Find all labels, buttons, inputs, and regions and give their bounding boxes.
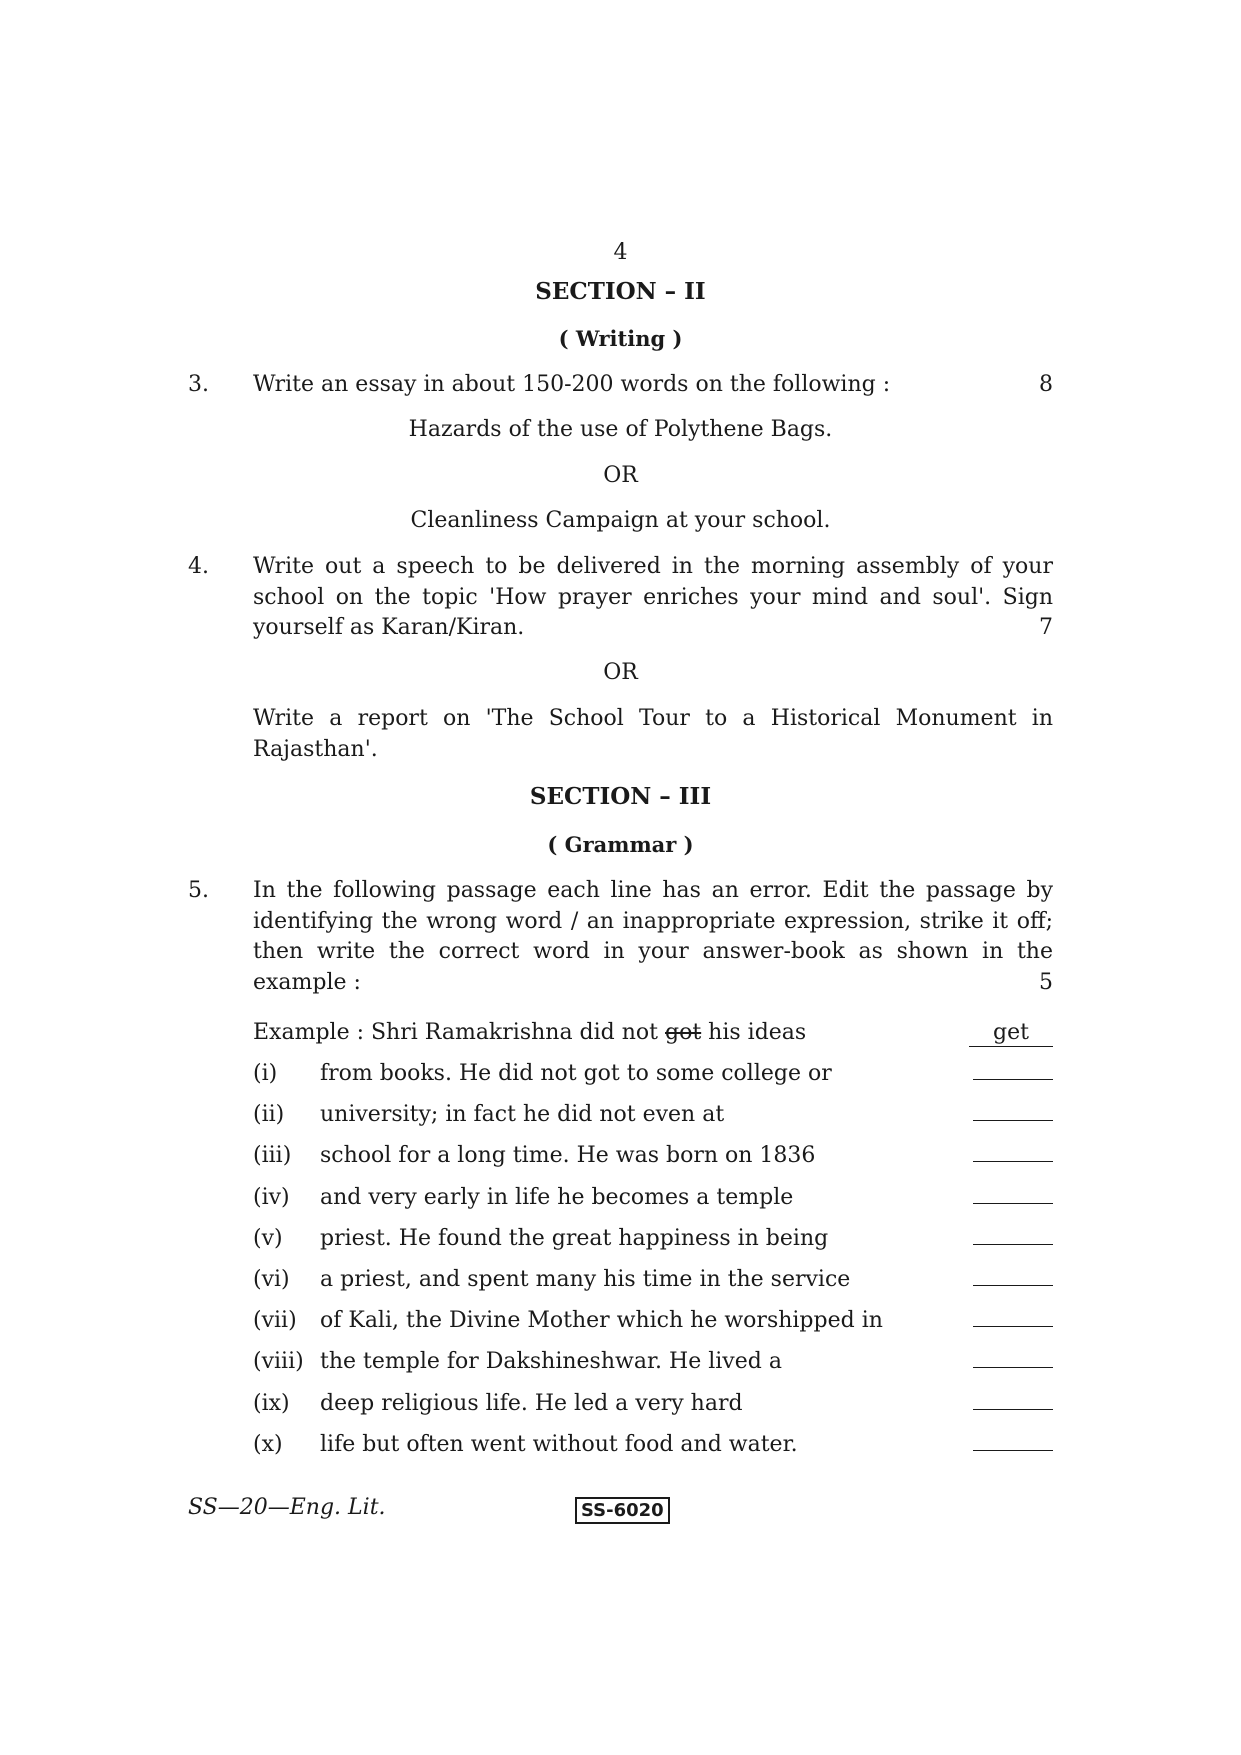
section-3-subtitle: ( Grammar ) (547, 832, 694, 857)
question-5-marks: 5 (1039, 969, 1053, 995)
answer-blank (973, 1203, 1053, 1204)
question-5-line-3: then write the correct word in your answer-book as shown in the (253, 939, 1053, 964)
answer-blank (973, 1244, 1053, 1245)
question-4-line-3-row (253, 613, 1053, 644)
passage-row-text: deep religious life. He led a very hard (320, 1391, 743, 1416)
passage-row (253, 1183, 1053, 1213)
example-struck-word: got (665, 1020, 702, 1045)
passage-row (253, 1265, 1053, 1295)
passage-row-text: from books. He did not got to some college or (320, 1061, 832, 1086)
question-5-line-2: identifying the wrong word / an inappropriate expression, strike it off; (253, 908, 1053, 934)
question-5-line-1: In the following passage each line has an error. Edit the passage by (253, 878, 1053, 903)
passage-row-label: (vii) (253, 1308, 297, 1333)
question-3-text (253, 370, 1053, 401)
question-5-text (253, 876, 1053, 998)
question-3-number: 3. (188, 372, 209, 397)
question-3-topic-2: Cleanliness Campaign at your school. (410, 508, 831, 533)
footer-series-code: SS-6020 (575, 1497, 670, 1524)
question-4-text (253, 552, 1053, 644)
question-5-line-4-row (253, 968, 1053, 999)
answer-blank (973, 1285, 1053, 1286)
answer-blank (973, 1120, 1053, 1121)
answer-blank (973, 1409, 1053, 1410)
passage-row (253, 1059, 1053, 1089)
page-number: 4 (613, 240, 628, 265)
passage-row (253, 1306, 1053, 1336)
passage-row-label: (viii) (253, 1349, 304, 1374)
passage-row (253, 1100, 1053, 1130)
passage-row-text: of Kali, the Divine Mother which he worshipped in (320, 1308, 883, 1333)
passage-row-text: a priest, and spent many his time in the service (320, 1267, 851, 1292)
answer-blank (973, 1367, 1053, 1368)
passage-row (253, 1347, 1053, 1377)
footer-paper-code: SS—20—Eng. Lit. (188, 1495, 386, 1520)
passage-row (253, 1430, 1053, 1460)
passage-row-text: the temple for Dakshineshwar. He lived a (320, 1349, 782, 1374)
question-4-marks: 7 (1039, 615, 1053, 640)
question-4-number: 4. (188, 554, 209, 579)
example-prefix: Example : Shri Ramakrishna did not (253, 1020, 665, 1045)
question-4-line-3: yourself as Karan/Kiran. (253, 615, 525, 640)
passage-row-label: (x) (253, 1432, 283, 1457)
question-4-alt-text (253, 704, 1053, 765)
section-3-title: SECTION – III (529, 783, 712, 810)
passage-row-text: school for a long time. He was born on 1836 (320, 1143, 816, 1168)
answer-blank (973, 1161, 1053, 1162)
example-answer: get (969, 1018, 1053, 1047)
passage-row-label: (v) (253, 1226, 283, 1251)
passage-row (253, 1141, 1053, 1171)
passage-row-text: priest. He found the great happiness in being (320, 1226, 829, 1251)
question-3-or: OR (603, 463, 638, 488)
question-3-prompt: Write an essay in about 150-200 words on the following : (253, 372, 891, 397)
answer-blank (973, 1450, 1053, 1451)
passage-row (253, 1224, 1053, 1254)
question-5-line-4: example : (253, 969, 361, 995)
section-2-title: SECTION – II (535, 278, 706, 305)
example-text (253, 1018, 806, 1048)
passage-row-label: (i) (253, 1061, 278, 1086)
question-4-or: OR (603, 660, 638, 685)
example-row (253, 1018, 1053, 1048)
example-suffix: his ideas (701, 1020, 807, 1045)
passage-row (253, 1389, 1053, 1419)
passage-row-label: (ii) (253, 1102, 285, 1127)
passage-row-text: and very early in life he becomes a temple (320, 1185, 794, 1210)
question-4-line-1: Write out a speech to be delivered in the morning assembly of your (253, 554, 1053, 579)
question-4-line-2: school on the topic 'How prayer enriches your mind and soul'. Sign (253, 584, 1053, 610)
question-5-number: 5. (188, 878, 209, 903)
passage-row-text: life but often went without food and water. (320, 1432, 798, 1457)
question-4-alt-line-1: Write a report on 'The School Tour to a Historical Monument in (253, 706, 1053, 731)
passage-row-label: (iii) (253, 1143, 292, 1168)
section-2-subtitle: ( Writing ) (558, 326, 683, 351)
passage-row-label: (ix) (253, 1391, 290, 1416)
question-3-marks: 8 (1039, 372, 1053, 397)
answer-blank (973, 1326, 1053, 1327)
question-3-topic-1: Hazards of the use of Polythene Bags. (408, 417, 833, 442)
passage-row-label: (iv) (253, 1185, 290, 1210)
question-4-alt-line-2: Rajasthan'. (253, 736, 378, 762)
passage-row-text: university; in fact he did not even at (320, 1102, 725, 1127)
passage-row-label: (vi) (253, 1267, 290, 1292)
answer-blank (973, 1079, 1053, 1080)
